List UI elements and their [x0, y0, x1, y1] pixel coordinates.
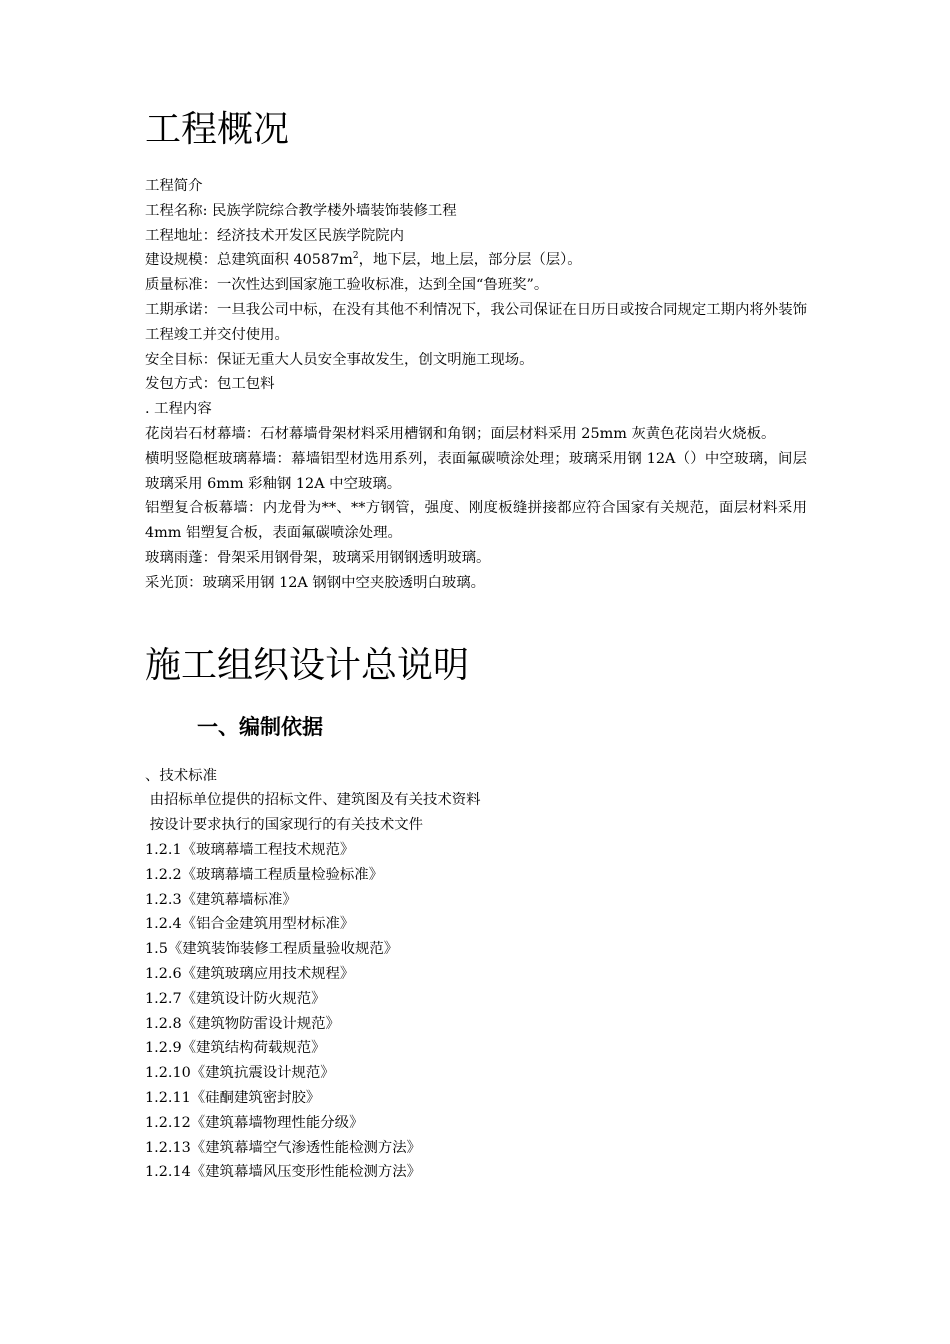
list-item: 1.2.10《建筑抗震设计规范》 [145, 1065, 335, 1082]
paragraph-aluminum-panel-wall: 铝塑复合板幕墙：内龙骨为**、**方钢管，强度、刚度板缝拼接都应符合国家有关规范，面层材料采用 4mm 铝塑复合板，表面氟碳喷涂处理。 [145, 500, 807, 542]
document-body [145, 108, 807, 1185]
list-item: 1.2.3《建筑幕墙标准》 [145, 891, 297, 908]
list-item: 、技术标准 [145, 767, 217, 784]
paragraph-project-intro: 工程简介 [145, 178, 203, 194]
list-item: 1.2.9《建筑结构荷载规范》 [145, 1040, 326, 1057]
list-item: 1.2.12《建筑幕墙物理性能分级》 [145, 1114, 364, 1131]
list-item: 1.2.7《建筑设计防火规范》 [145, 990, 326, 1007]
heading-project-overview: 工程概况 [145, 109, 290, 150]
paragraph-quality-standard: 质量标准：一次性达到国家施工验收标准，达到全国“鲁班奖”。 [145, 277, 549, 294]
list-item: 1.2.8《建筑物防雷设计规范》 [145, 1015, 340, 1032]
list-item: 1.2.2《玻璃幕墙工程质量检验标准》 [145, 866, 384, 883]
list-item: 1.2.14《建筑幕墙风压变形性能检测方法》 [145, 1164, 422, 1181]
scale-superscript: 2 [352, 251, 359, 262]
compilation-basis-list [145, 764, 807, 1186]
list-item: 1.5《建筑装饰装修工程质量验收规范》 [145, 941, 399, 958]
paragraph-glass-canopy: 玻璃雨蓬：骨架采用钢骨架，玻璃采用钢钢透明玻璃。 [145, 549, 491, 566]
list-item: 1.2.13《建筑幕墙空气渗透性能检测方法》 [145, 1139, 422, 1156]
list-item: 1.2.4《铝合金建筑用型材标准》 [145, 916, 355, 933]
paragraph-glass-curtain-wall: 横明竖隐框玻璃幕墙：幕墙铝型材选用系列，表面氟碳喷涂处理；玻璃采用钢 12A（）中空玻璃，间层玻璃采用 6mm 彩釉钢 12A 中空玻璃。 [145, 450, 807, 492]
list-item: 1.2.1《玻璃幕墙工程技术规范》 [145, 841, 355, 858]
paragraph-project-content: . 工程内容 [145, 401, 212, 418]
list-item: 1.2.11《硅酮建筑密封胶》 [145, 1089, 321, 1106]
paragraph-granite-curtain-wall: 花岗岩石材幕墙：石材幕墙骨架材料采用槽钢和角钢；面层材料采用 25mm 灰黄色花岗岩火烧板。 [145, 425, 776, 442]
list-item: 按设计要求执行的国家现行的有关技术文件 [145, 817, 423, 834]
list-item: 由招标单位提供的招标文件、建筑图及有关技术资料 [145, 792, 481, 809]
paragraph-construction-scale [145, 248, 807, 273]
list-item: 1.2.6《建筑玻璃应用技术规程》 [145, 965, 355, 982]
paragraph-schedule-commitment: 工期承诺：一旦我公司中标，在没有其他不利情况下，我公司保证在日历日或按合同规定工期内将外装饰工程竣工并交付使用。 [145, 301, 807, 343]
paragraph-contract-method: 发包方式：包工包料 [145, 376, 275, 393]
paragraph-project-name: 工程名称: 民族学院综合教学楼外墙装饰装修工程 [145, 202, 457, 219]
project-overview-section [145, 174, 807, 596]
scale-text-post: ，地下层，地上层，部分层（层）。 [358, 252, 582, 269]
heading-construction-design: 施工组织设计总说明 [145, 644, 470, 686]
heading-compilation-basis: 一、编制依据 [197, 714, 323, 739]
paragraph-safety-target: 安全目标：保证无重大人员安全事故发生，创文明施工现场。 [145, 351, 534, 368]
scale-text-pre: 建设规模：总建筑面积 40587m [145, 252, 353, 269]
paragraph-skylight: 采光顶：玻璃采用钢 12A 钢钢中空夹胶透明白玻璃。 [145, 574, 486, 591]
paragraph-project-address: 工程地址：经济技术开发区民族学院院内 [145, 227, 405, 244]
